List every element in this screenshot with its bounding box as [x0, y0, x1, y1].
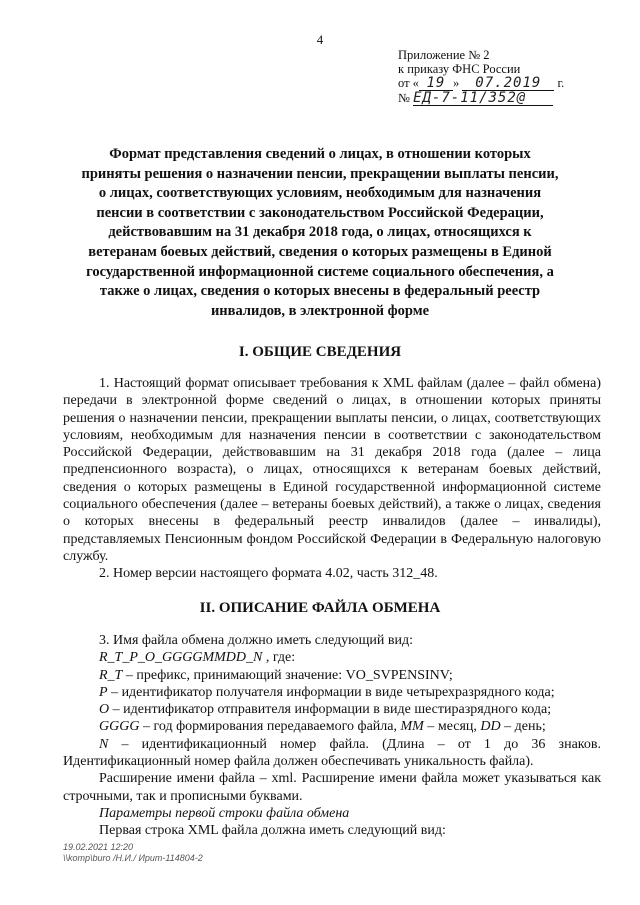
date-suffix: г. [557, 76, 565, 90]
section1-paragraph1: 1. Настоящий формат описывает требования к XML файлам (далее – файл обмена) передачи в электронной форме сведений о лицах, в отношении которых приняты решения о назначении пенсии, прекращении выплаты пенсии, о лицах, соответствующих условиям, необходимым для назначения пенсии в соответствии с законодательством Российской Федерации, действовавшим на 31 декабря 2018 года (далее – лица предпенсионного возраста), о лицах, относящихся к ветеранам боевых действий, сведения о которых размещены в Единой государственной информационной системе социального обеспечения (далее – ветераны боевых действий), а также о лицах, сведения о которых внесены в федеральный реестр инвалидов (далее – инвалиды), представляемых Пенсионным фондом Российской Федерации в Федеральную налоговую службу. [63, 376, 601, 564]
filename-pattern: R_T_P_O_GGGGMMDD_N [99, 650, 263, 666]
appendix-line2: к приказу ФНС России [398, 62, 521, 76]
number-prefix: № [398, 91, 410, 105]
appendix-block [398, 48, 598, 106]
prefix-definition: R_T – префикс, принимающий значение: VO_SVPENSINV; [99, 667, 453, 683]
date-definition: GGGG – год формирования передаваемого файла, MM – месяц, DD – день; [99, 719, 546, 735]
params-heading: Параметры первой строки файла обмена [99, 805, 350, 821]
sender-definition: O – идентификатор отправителя информации в виде шестиразрядного кода; [99, 702, 552, 718]
order-number-handwritten: ЕД-7-11/352@ [413, 91, 553, 106]
section1-body [63, 375, 601, 583]
section2-paragraph3: 3. Имя файла обмена должно иметь следующий вид: [99, 633, 414, 648]
section2-heading: II. ОПИСАНИЕ ФАЙЛА ОБМЕНА [199, 600, 441, 616]
section1-heading: I. ОБЩИЕ СВЕДЕНИЯ [238, 344, 402, 360]
id-definition: N – идентификационный номер файла. (Длина – от 1 до 36 знаков. Идентификационный номер файла должен обеспечивать уникальность файла). [63, 736, 601, 770]
footer-timestamp: 19.02.2021 12:20 [63, 842, 134, 852]
appendix-number-line [398, 91, 598, 106]
section2-body [63, 632, 601, 840]
footer-stamp [63, 842, 203, 864]
recipient-definition: P – идентификатор получателя информации в виде четырехразрядного кода; [99, 684, 555, 700]
section1-paragraph2: 2. Номер версии настоящего формата 4.02, часть 312_48. [99, 566, 438, 582]
appendix-line1: Приложение № 2 [398, 48, 490, 62]
first-line-paragraph: Первая строка XML файла должна иметь следующий вид: [99, 823, 446, 839]
document-title: Формат представления сведений о лицах, в отношении которых приняты решения о назначении пенсии, прекращении выплаты пенсии, о лицах, соответствующих условиям, необходимым для назначения пенсии в соответствии с законодательством Российской Федерации, действовавшим на 31 декабря 2018 года, о лицах, относящихся к ветеранам боевых действий, сведения о которых размещены в Единой государственной информационной системе социального обеспечения, а также о лицах, сведения о которых внесены в федеральный реестр инвалидов, в электронной форме [81, 146, 559, 319]
date-prefix: от « [398, 76, 419, 90]
filename-pattern-line: R_T_P_O_GGGGMMDD_N , где: [99, 650, 296, 666]
page-number: 4 [316, 32, 324, 47]
date-day-handwritten: 19 [419, 76, 453, 91]
footer-path: \\komp\buro /Н.И./ Ирит-114804-2 [63, 853, 203, 863]
appendix-date-line: от « 19 » 07.2019 г. [398, 75, 565, 91]
date-month-handwritten: 07.2019 [462, 76, 554, 91]
extension-paragraph: Расширение имени файла – xml. Расширение имени файла может указываться как строчными, так и прописными буквами. [63, 771, 601, 804]
